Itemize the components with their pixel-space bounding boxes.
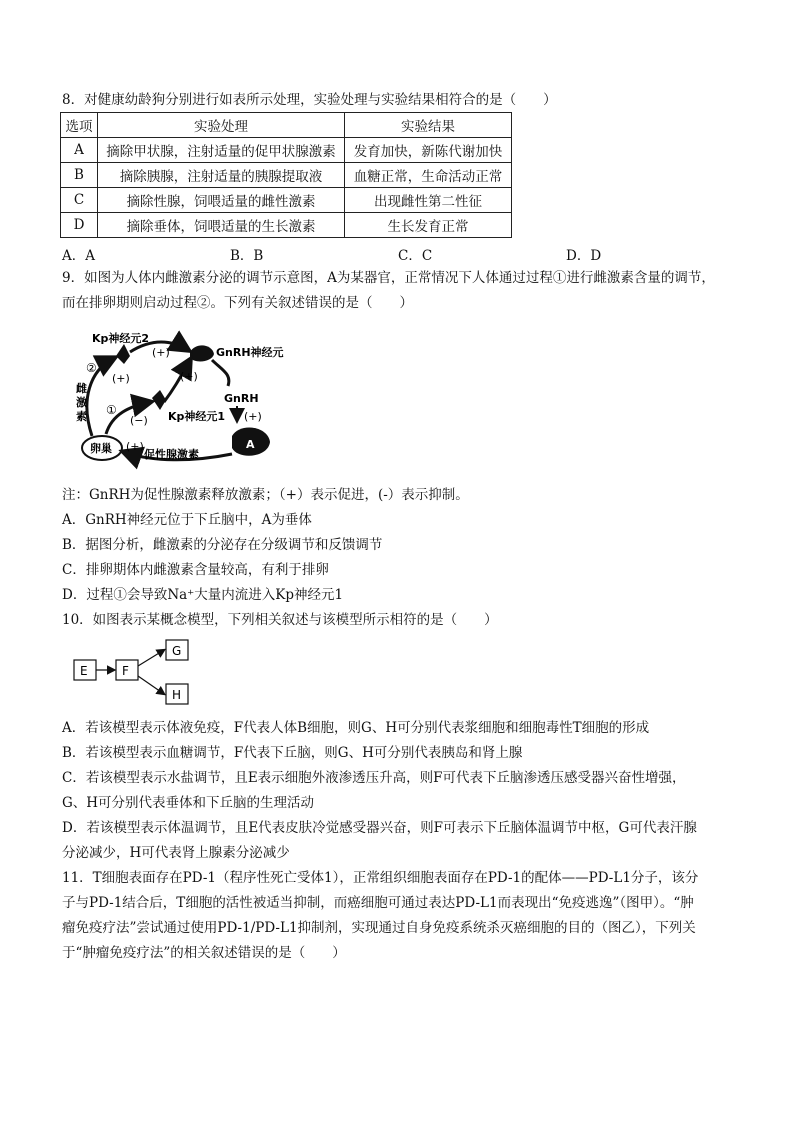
cell: C	[61, 188, 98, 213]
q11-line3: 瘤免疫疗法”尝试通过使用PD-1/PD-L1抑制剂，实现通过自身免疫系统杀灭癌细胞的目的（图乙），下列关	[62, 920, 696, 936]
table-row	[61, 188, 512, 213]
estrogen-char-1: 雌	[76, 382, 87, 395]
box-e-label: E	[80, 664, 88, 678]
q8-table	[60, 112, 512, 238]
plus-kp1-gnrh: (+)	[180, 370, 198, 383]
table-row	[61, 163, 512, 188]
pituitary-label: A	[246, 438, 255, 451]
q9-option-d[interactable]: D．过程①会导致Na⁺大量内流进入Kp神经元1	[62, 587, 344, 603]
estrogen-char-2: 激	[76, 396, 87, 409]
table-row	[61, 213, 512, 238]
fsh-label: 促性腺激素	[144, 448, 199, 461]
q10-stem: 10．如图表示某概念模型，下列相关叙述与该模型所示相符的是（ ）	[62, 612, 498, 628]
q10-option-b[interactable]: B．若该模型表示血糖调节，F代表下丘脑，则G、H可分别代表胰岛和肾上腺	[62, 745, 523, 761]
q11-line2: 子与PD-1结合后，T细胞的活性被适当抑制，而癌细胞可通过表达PD-L1而表现出“免疫逃逸”（图甲）。“肿	[62, 895, 694, 911]
process-2-label: ②	[86, 361, 97, 375]
q11-line4: 于“肿瘤免疫疗法”的相关叙述错误的是（ ）	[62, 945, 346, 961]
q9-option-a[interactable]: A．GnRH神经元位于下丘脑中，A为垂体	[62, 512, 312, 528]
plus-gnrh-a: (+)	[244, 410, 262, 423]
q8-option-b[interactable]: B．B	[230, 248, 264, 264]
box-f-label: F	[122, 664, 129, 678]
arrow-f-to-g	[138, 650, 164, 666]
arrow-f-to-h	[138, 676, 164, 694]
cell: D	[61, 213, 98, 238]
kp-neuron-1-label: Kp神经元1	[168, 410, 226, 423]
minus-ovary-kp1: (−)	[130, 414, 148, 427]
q9-regulation-diagram	[72, 330, 302, 470]
gnrh-neuron-label: GnRH神经元	[216, 346, 284, 359]
q10-option-d-cont: 分泌减少，H可代表肾上腺素分泌减少	[62, 845, 290, 861]
plus-a-ovary: (+)	[126, 440, 144, 453]
gnrh-neuron-shape	[190, 345, 214, 361]
cell: 摘除甲状腺，注射适量的促甲状腺激素	[98, 138, 345, 163]
process-1-label: ①	[106, 403, 117, 417]
cell: 发育加快，新陈代谢加快	[345, 138, 512, 163]
cell: 摘除胰腺，注射适量的胰腺提取液	[98, 163, 345, 188]
cell: 出现雌性第二性征	[345, 188, 512, 213]
box-h-label: H	[172, 688, 182, 702]
estrogen-char-3: 素	[76, 410, 87, 423]
q10-concept-model-diagram	[70, 638, 200, 708]
table-row	[61, 138, 512, 163]
kp-neuron-2-label: Kp神经元2	[92, 332, 150, 345]
cell: 摘除性腺，饲喂适量的雌性激素	[98, 188, 345, 213]
cell: 摘除垂体，饲喂适量的生长激素	[98, 213, 345, 238]
q10-option-a[interactable]: A．若该模型表示体液免疫，F代表人体B细胞，则G、H可分别代表浆细胞和细胞毒性T细胞的形成	[62, 720, 650, 736]
gnrh-axon	[212, 360, 229, 386]
q11-line1: 11．T细胞表面存在PD-1（程序性死亡受体1），正常组织细胞表面存在PD-1的配体——PD-L1分子，该分	[62, 870, 699, 886]
cell: 生长发育正常	[345, 213, 512, 238]
q8-stem: 8．对健康幼龄狗分别进行如表所示处理，实验处理与实验结果相符合的是（ ）	[62, 92, 557, 108]
header-treatment: 实验处理	[98, 113, 345, 138]
q9-note: 注：GnRH为促性腺激素释放激素；（+）表示促进，(-）表示抑制。	[62, 487, 469, 503]
q10-option-c-cont: G、H可分别代表垂体和下丘脑的生理活动	[62, 795, 315, 811]
cell: B	[61, 163, 98, 188]
q9-stem-line2: 而在排卵期则启动过程②。下列有关叙述错误的是（ ）	[62, 295, 413, 311]
plus-ovary-kp2: (+)	[112, 372, 130, 385]
q9-option-b[interactable]: B．据图分析，雌激素的分泌存在分级调节和反馈调节	[62, 537, 383, 553]
q8-option-a[interactable]: A．A	[62, 248, 95, 264]
table-header-row	[61, 113, 512, 138]
q10-option-d[interactable]: D．若该模型表示体温调节，且E代表皮肤冷觉感受器兴奋，则F可表示下丘脑体温调节中枢，G可代表汗腺	[62, 820, 697, 836]
box-g-label: G	[172, 644, 182, 658]
cell: 血糖正常，生命活动正常	[345, 163, 512, 188]
ovary-label: 卵巢	[90, 442, 112, 455]
q8-option-c[interactable]: C．C	[398, 248, 433, 264]
header-result: 实验结果	[345, 113, 512, 138]
gnrh-label: GnRH	[224, 392, 259, 405]
q9-option-c[interactable]: C．排卵期体内雌激素含量较高，有利于排卵	[62, 562, 329, 578]
kp-neuron-2-shape	[116, 344, 130, 364]
q8-option-d[interactable]: D．D	[566, 248, 602, 264]
header-option: 选项	[61, 113, 98, 138]
q10-option-c[interactable]: C．若该模型表示水盐调节，且E表示细胞外液渗透压升高，则F可代表下丘脑渗透压感受器兴奋性增强，	[62, 770, 686, 786]
cell: A	[61, 138, 98, 163]
q9-stem-line1: 9．如图为人体内雌激素分泌的调节示意图，A为某器官，正常情况下人体通过过程①进行雌激素含量的调节，	[62, 270, 715, 286]
plus-kp2-gnrh: (+)	[152, 346, 170, 359]
